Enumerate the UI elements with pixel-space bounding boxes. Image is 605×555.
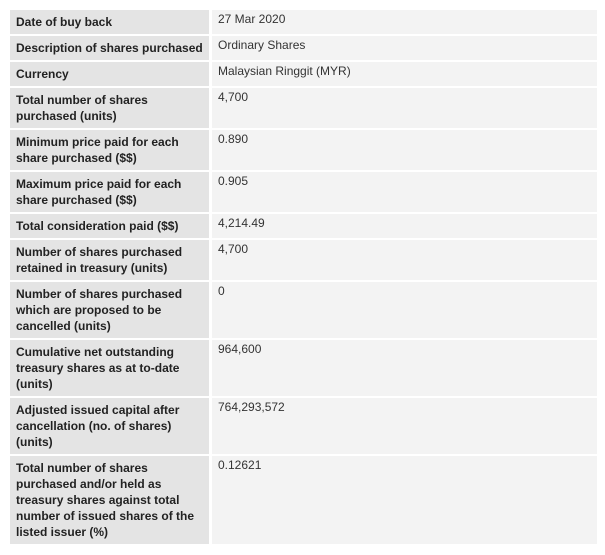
- total-shares-purchased-value: 4,700: [212, 88, 597, 128]
- row-label: [10, 62, 209, 86]
- table-row: [10, 130, 597, 170]
- table-row: [10, 62, 597, 86]
- row-label: [10, 240, 209, 280]
- description-label: Description of shares purchased: [16, 41, 203, 55]
- share-buyback-details: [10, 8, 597, 546]
- cumulative-treasury-shares-label: Cumulative net outstanding treasury shares as at to-date (units): [16, 345, 180, 391]
- maximum-price-value: 0.905: [212, 172, 597, 212]
- table-row: [10, 340, 597, 396]
- total-shares-purchased-label: Total number of shares purchased (units): [16, 93, 148, 123]
- currency-value: Malaysian Ringgit (MYR): [212, 62, 597, 86]
- table-row: [10, 398, 597, 454]
- shares-proposed-cancelled-label: Number of shares purchased which are proposed to be cancelled (units): [16, 287, 183, 333]
- date-of-buy-back-value: 27 Mar 2020: [212, 10, 597, 34]
- shares-proposed-cancelled-value: 0: [212, 282, 597, 338]
- table-row: [10, 172, 597, 212]
- table-row: [10, 88, 597, 128]
- description-value: Ordinary Shares: [212, 36, 597, 60]
- details-table: [10, 8, 597, 546]
- date-of-buy-back-label: Date of buy back: [16, 15, 113, 29]
- row-label: [10, 398, 209, 454]
- row-label: [10, 214, 209, 238]
- maximum-price-label: Maximum price paid for each share purchased ($$): [16, 177, 182, 207]
- row-label: [10, 340, 209, 396]
- cumulative-treasury-shares-value: 964,600: [212, 340, 597, 396]
- treasury-shares-percentage-label: Total number of shares purchased and/or held as treasury shares against total number of issued shares of the listed issuer (%): [16, 461, 195, 539]
- minimum-price-label: Minimum price paid for each share purchased ($$): [16, 135, 179, 165]
- treasury-shares-percentage-value: 0.12621: [212, 456, 597, 544]
- total-consideration-value: 4,214.49: [212, 214, 597, 238]
- table-row: [10, 456, 597, 544]
- adjusted-issued-capital-value: 764,293,572: [212, 398, 597, 454]
- table-row: [10, 10, 597, 34]
- table-row: [10, 36, 597, 60]
- table-row: [10, 240, 597, 280]
- row-label: [10, 172, 209, 212]
- row-label: [10, 10, 209, 34]
- row-label: [10, 456, 209, 544]
- currency-label: Currency: [16, 67, 69, 81]
- row-label: [10, 36, 209, 60]
- shares-retained-in-treasury-value: 4,700: [212, 240, 597, 280]
- shares-retained-in-treasury-label: Number of shares purchased retained in treasury (units): [16, 245, 183, 275]
- row-label: [10, 130, 209, 170]
- table-row: [10, 214, 597, 238]
- table-row: [10, 282, 597, 338]
- total-consideration-label: Total consideration paid ($$): [16, 219, 179, 233]
- minimum-price-value: 0.890: [212, 130, 597, 170]
- row-label: [10, 88, 209, 128]
- row-label: [10, 282, 209, 338]
- adjusted-issued-capital-label: Adjusted issued capital after cancellation (no. of shares) (units): [16, 403, 180, 449]
